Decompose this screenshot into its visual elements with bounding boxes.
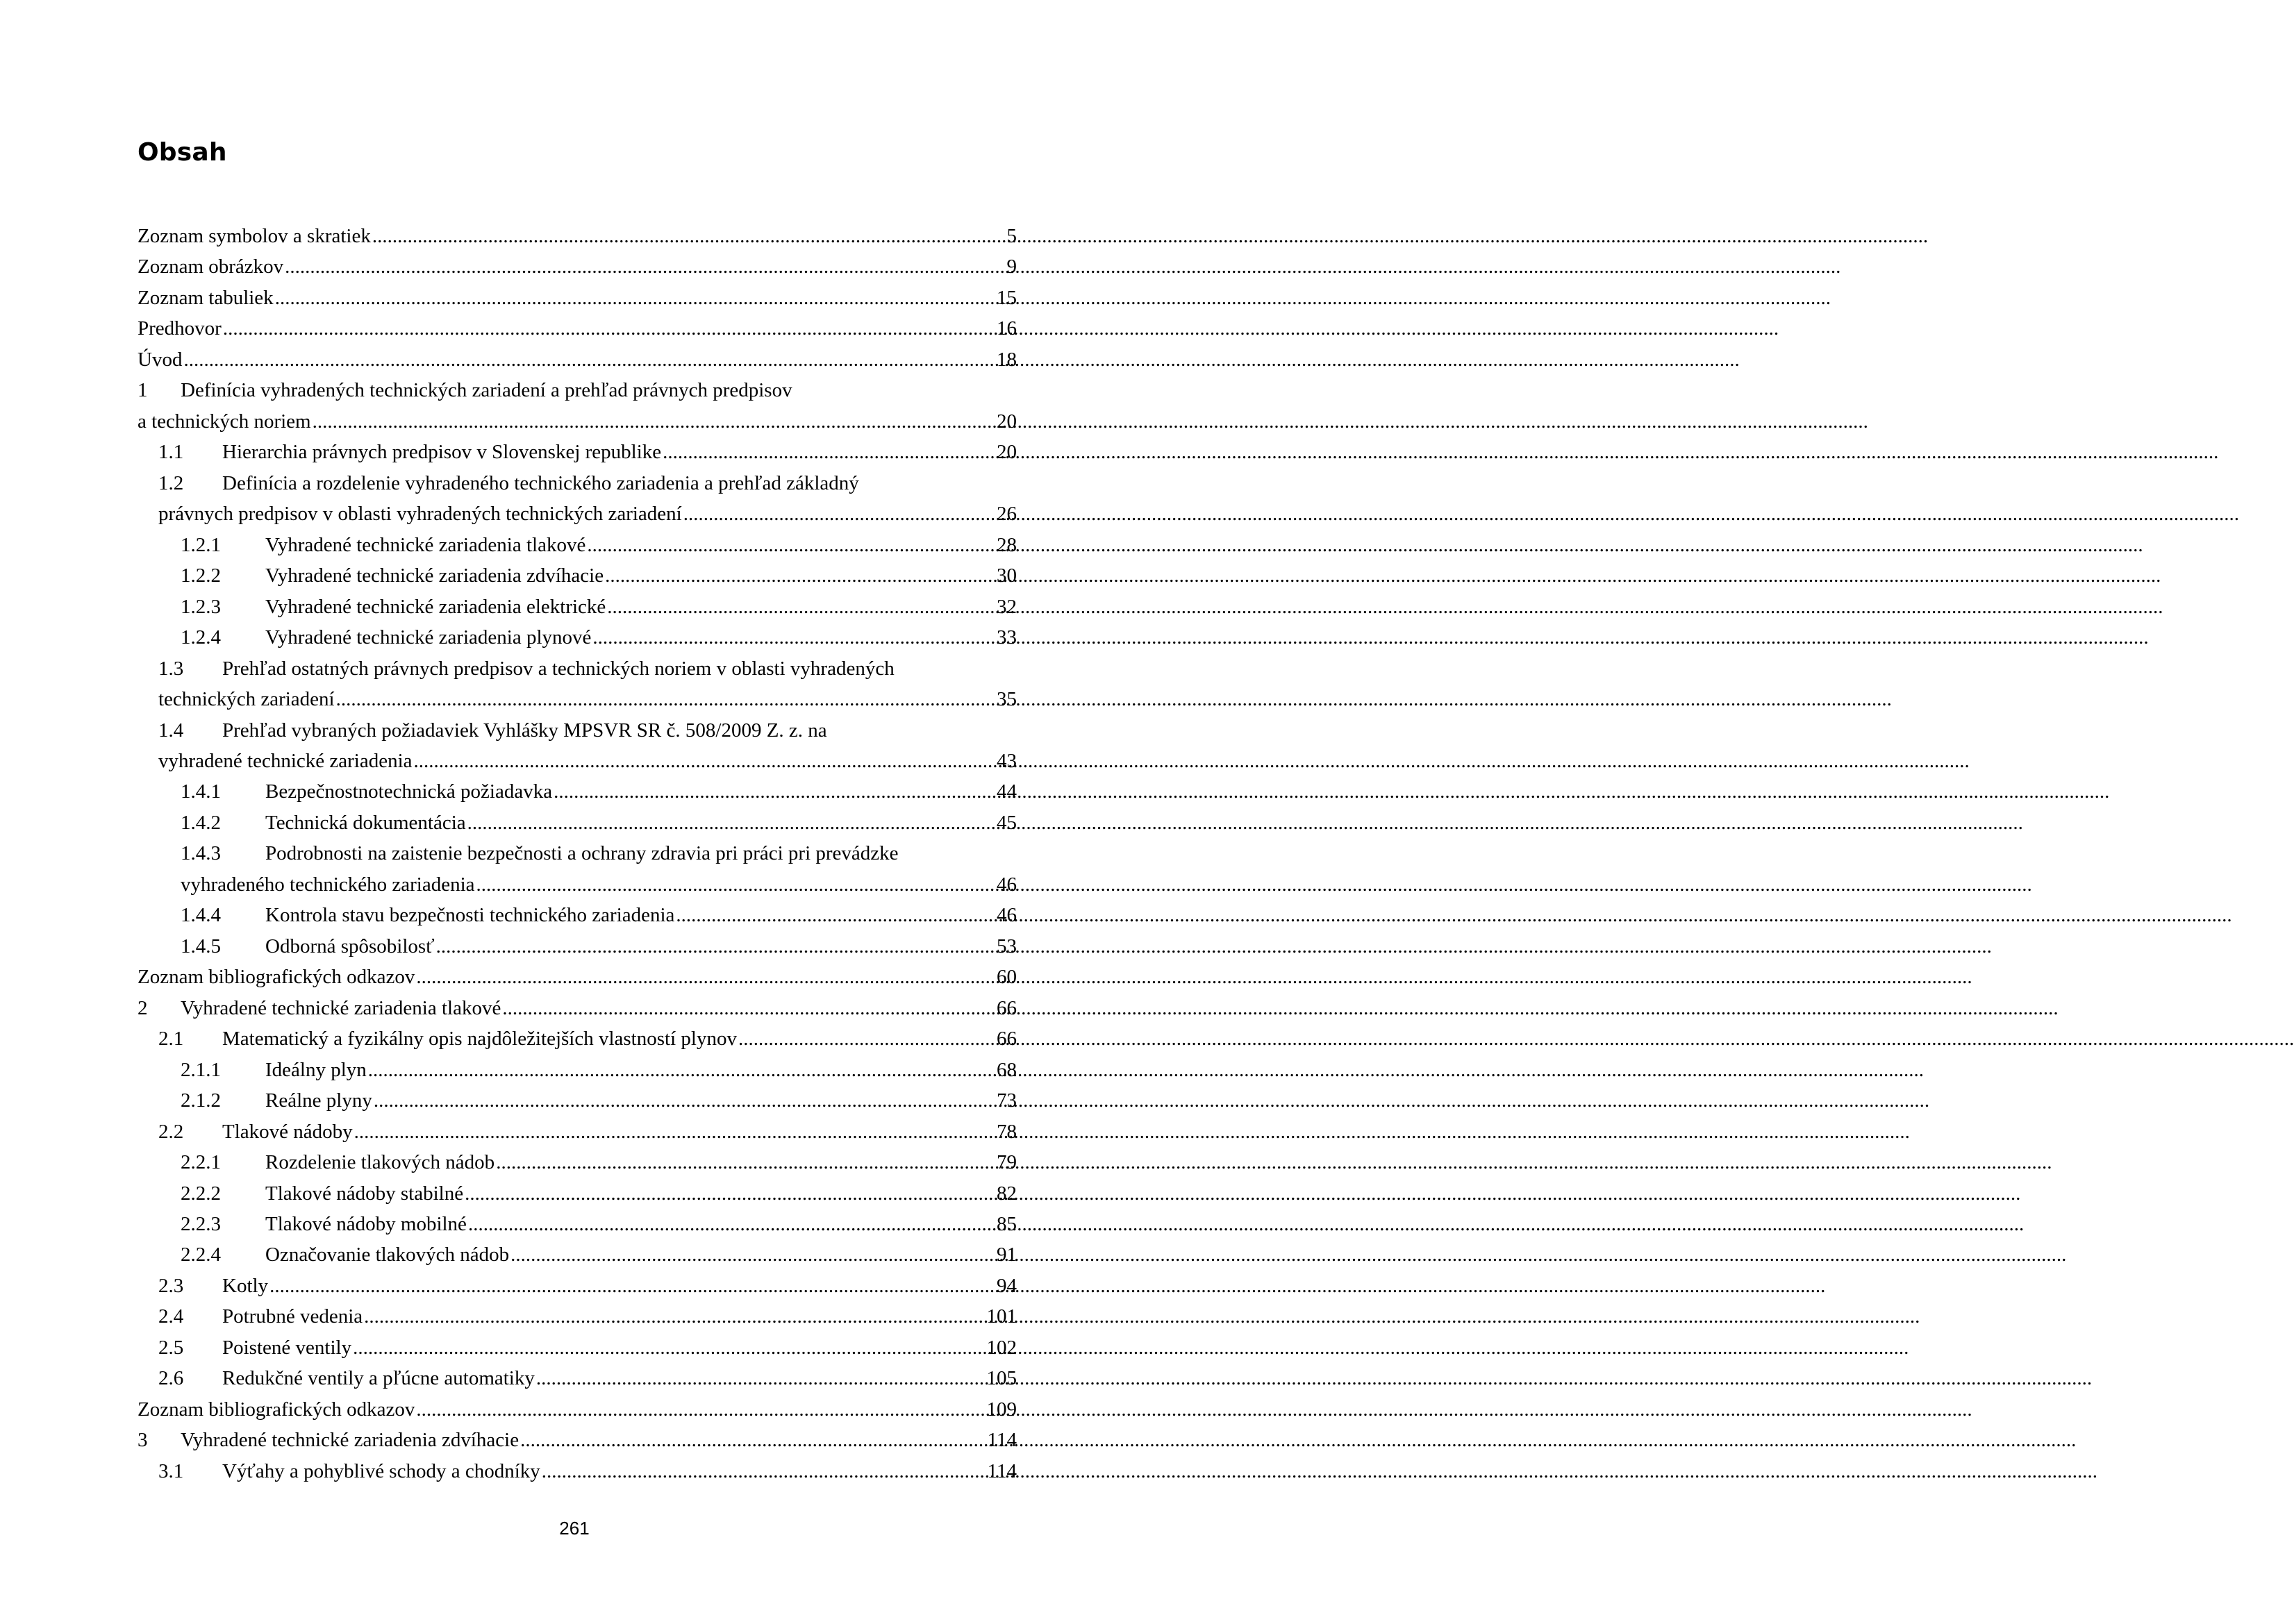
dot-leader bbox=[275, 283, 995, 313]
toc-entry-title: Tlakové nádoby bbox=[222, 1120, 353, 1143]
toc-entry-title: Potrubné vedenia bbox=[222, 1305, 363, 1328]
toc-entry-page: 82 bbox=[997, 1182, 1017, 1205]
dot-leader bbox=[354, 1116, 995, 1147]
dot-leader bbox=[416, 962, 995, 992]
toc-entry-page: 60 bbox=[997, 966, 1017, 989]
toc-entry-line bbox=[158, 1271, 1017, 1301]
toc-entry-line bbox=[138, 962, 1017, 992]
toc-entry[interactable] bbox=[138, 1209, 1017, 1239]
dot-leader bbox=[607, 592, 995, 622]
toc-entry-line bbox=[181, 560, 1017, 591]
toc-entry-page: 30 bbox=[997, 564, 1017, 587]
toc-entry[interactable] bbox=[138, 283, 1017, 313]
toc-entry-number: 2.2.4 bbox=[181, 1244, 221, 1266]
toc-entry-page: 101 bbox=[986, 1305, 1017, 1328]
toc-entry-line bbox=[138, 1425, 1017, 1455]
toc-entry[interactable] bbox=[138, 251, 1017, 282]
toc-entry-title: Vyhradené technické zariadenia plynové bbox=[265, 626, 592, 649]
toc-entry-line bbox=[181, 869, 1017, 900]
toc-entry-page: 45 bbox=[997, 811, 1017, 834]
toc-entry-page: 78 bbox=[997, 1120, 1017, 1143]
toc-entry[interactable] bbox=[138, 1332, 1017, 1363]
dot-leader bbox=[676, 900, 995, 930]
toc-entry-title: Zoznam obrázkov bbox=[138, 256, 284, 278]
toc-entry-title-continued: a technických noriem bbox=[138, 410, 311, 433]
toc-entry-page: 114 bbox=[987, 1429, 1017, 1452]
dot-leader bbox=[683, 499, 995, 529]
dot-leader bbox=[605, 560, 995, 591]
toc-entry-line bbox=[181, 807, 1017, 838]
toc-entry[interactable] bbox=[138, 776, 1017, 807]
toc-entry-title: Úvod bbox=[138, 348, 183, 371]
toc-entry[interactable] bbox=[138, 962, 1017, 992]
toc-entry-page: 26 bbox=[997, 503, 1017, 526]
toc-entry[interactable] bbox=[138, 1023, 1017, 1054]
toc-entry-title-continued: technických zariadení bbox=[158, 688, 335, 711]
dot-leader bbox=[183, 344, 995, 375]
toc-entry-line bbox=[158, 1332, 1017, 1363]
toc-entry-line bbox=[158, 1301, 1017, 1332]
toc-entry-page: 114 bbox=[987, 1459, 1017, 1482]
toc-entry-line bbox=[158, 1363, 1017, 1393]
dot-leader bbox=[353, 1332, 985, 1363]
toc-entry-page: 5 bbox=[1006, 225, 1017, 247]
dot-leader bbox=[269, 1271, 995, 1301]
toc-entry[interactable] bbox=[138, 900, 1017, 930]
toc-entry-number: 1.2.3 bbox=[181, 595, 221, 618]
toc-entry-page: 32 bbox=[997, 595, 1017, 618]
toc-entry-title: Predhovor bbox=[138, 317, 222, 340]
toc-entry-number: 1.4.2 bbox=[181, 811, 221, 834]
toc-entry-line bbox=[138, 283, 1017, 313]
toc-entry-title: Redukčné ventily a pľúcne automatiky bbox=[222, 1367, 535, 1390]
toc-entry-title: Zoznam symbolov a skratiek bbox=[138, 225, 371, 247]
toc-entry-line bbox=[158, 1456, 1017, 1487]
dot-leader bbox=[536, 1363, 986, 1393]
toc-entry-number: 2.1.1 bbox=[181, 1058, 221, 1081]
toc-entry-number: 1.2 bbox=[158, 471, 184, 494]
toc-entry-title: Výťahy a pohyblivé schody a chodníky bbox=[222, 1459, 540, 1482]
toc-entry-number: 2.6 bbox=[158, 1367, 184, 1390]
toc-entry-line bbox=[181, 1055, 1017, 1085]
toc-entry-page: 53 bbox=[997, 935, 1017, 957]
toc-entry-page: 102 bbox=[986, 1336, 1017, 1359]
toc-entry-title: Poistené ventily bbox=[222, 1336, 352, 1359]
toc-entry[interactable] bbox=[138, 1055, 1017, 1085]
toc-entry-page: 46 bbox=[997, 873, 1017, 896]
toc-entry-number: 1.2.1 bbox=[181, 533, 221, 556]
toc-entry-number: 1.2.4 bbox=[181, 626, 221, 649]
toc-entry[interactable] bbox=[138, 1394, 1017, 1425]
toc-entry-line bbox=[138, 375, 1017, 405]
toc-entry-line bbox=[181, 622, 1017, 653]
toc-entry-number: 1.4 bbox=[158, 719, 184, 742]
dot-leader bbox=[542, 1456, 986, 1487]
toc-entry-title-continued: právnych predpisov v oblasti vyhradených technických zariadení bbox=[158, 503, 682, 526]
toc-entry-title: Definícia a rozdelenie vyhradeného technického zariadenia a prehľad základný bbox=[222, 471, 859, 494]
dot-leader bbox=[313, 406, 995, 437]
toc-entry-page: 66 bbox=[997, 1028, 1017, 1050]
page-title: Obsah bbox=[138, 138, 227, 167]
toc-entry-page: 73 bbox=[997, 1089, 1017, 1112]
toc-entry-line bbox=[158, 468, 1017, 499]
toc-entry-title: Bezpečnostnotechnická požiadavka bbox=[265, 780, 553, 803]
toc-entry-line bbox=[138, 344, 1017, 375]
toc-entry-line bbox=[158, 1023, 1017, 1054]
toc-entry[interactable] bbox=[138, 807, 1017, 838]
toc-entry-page: 109 bbox=[986, 1398, 1017, 1421]
toc-entry-number: 1.1 bbox=[158, 441, 184, 464]
toc-entry-page: 20 bbox=[997, 410, 1017, 433]
toc-entry[interactable] bbox=[138, 344, 1017, 375]
dot-leader bbox=[520, 1425, 986, 1455]
toc-entry-line bbox=[158, 437, 1017, 467]
toc-entry-page: 16 bbox=[997, 317, 1017, 340]
toc-entry[interactable] bbox=[138, 313, 1017, 344]
toc-entry[interactable] bbox=[138, 468, 1017, 530]
toc-entry-line bbox=[138, 1394, 1017, 1425]
toc-entry-line bbox=[181, 776, 1017, 807]
toc-entry-title: Odborná spôsobilosť bbox=[265, 935, 435, 957]
dot-leader bbox=[592, 622, 995, 653]
toc-entry[interactable] bbox=[138, 221, 1017, 251]
toc-entry-number: 1.4.1 bbox=[181, 780, 221, 803]
toc-entry-page: 68 bbox=[997, 1058, 1017, 1081]
toc-entry-page: 43 bbox=[997, 749, 1017, 772]
toc-entry[interactable] bbox=[138, 1239, 1017, 1270]
toc-entry-page: 44 bbox=[997, 780, 1017, 803]
toc-entry-page: 35 bbox=[997, 688, 1017, 711]
toc-entry-number: 2.2.2 bbox=[181, 1182, 221, 1205]
toc-entry-number: 2.1 bbox=[158, 1028, 184, 1050]
dot-leader bbox=[465, 1178, 995, 1209]
toc-entry-page: 46 bbox=[997, 904, 1017, 927]
toc-entry[interactable] bbox=[138, 1271, 1017, 1301]
toc-entry-title: Podrobnosti na zaistenie bezpečnosti a ochrany zdravia pri práci pri prevádzke bbox=[265, 842, 899, 865]
toc-entry-page: 18 bbox=[997, 348, 1017, 371]
toc-entry-title: Prehľad ostatných právnych predpisov a technických noriem v oblasti vyhradených bbox=[222, 657, 895, 680]
toc-entry-title: Zoznam bibliografických odkazov bbox=[138, 966, 415, 989]
toc-entry-number: 2.5 bbox=[158, 1336, 184, 1359]
toc-entry-page: 91 bbox=[997, 1244, 1017, 1266]
dot-leader bbox=[368, 1055, 995, 1085]
dot-leader bbox=[496, 1147, 995, 1178]
toc-entry-number: 1.2.2 bbox=[181, 564, 221, 587]
toc-entry-line bbox=[158, 1116, 1017, 1147]
dot-leader bbox=[414, 746, 995, 776]
toc-entry-number: 2.4 bbox=[158, 1305, 184, 1328]
toc-entry-number: 2.2.3 bbox=[181, 1213, 221, 1235]
toc-entry-number: 1.4.5 bbox=[181, 935, 221, 957]
toc-entry[interactable] bbox=[138, 1147, 1017, 1178]
toc-entry[interactable] bbox=[138, 1116, 1017, 1147]
toc-entry-line bbox=[138, 313, 1017, 344]
toc-entry-title: Prehľad vybraných požiadaviek Vyhlášky MPSVR SR č. 508/2009 Z. z. na bbox=[222, 719, 827, 742]
toc-entry-title: Kontrola stavu bezpečnosti technického zariadenia bbox=[265, 904, 675, 927]
toc-entry-line bbox=[181, 1209, 1017, 1239]
toc-entry-line bbox=[158, 684, 1017, 714]
toc-entry[interactable] bbox=[138, 1301, 1017, 1332]
toc-entry[interactable] bbox=[138, 560, 1017, 591]
toc-entry-line bbox=[181, 931, 1017, 962]
toc-entry-number: 2.2 bbox=[158, 1120, 184, 1143]
dot-leader bbox=[663, 437, 995, 467]
toc-entry-line bbox=[138, 251, 1017, 282]
toc-entry-page: 85 bbox=[997, 1213, 1017, 1235]
toc-entry-page: 28 bbox=[997, 533, 1017, 556]
toc-entry-number: 1 bbox=[138, 379, 148, 402]
toc-entry-line bbox=[181, 1085, 1017, 1116]
toc-entry-title: Kotly bbox=[222, 1274, 269, 1297]
toc-entry-line bbox=[181, 1147, 1017, 1178]
toc-entry-line bbox=[181, 1178, 1017, 1209]
toc-entry[interactable] bbox=[138, 1085, 1017, 1116]
toc-entry-number: 3.1 bbox=[158, 1459, 184, 1482]
table-of-contents bbox=[138, 221, 1017, 1487]
toc-entry[interactable] bbox=[138, 622, 1017, 653]
dot-leader bbox=[468, 1209, 995, 1239]
toc-entry-page: 79 bbox=[997, 1151, 1017, 1174]
dot-leader bbox=[502, 993, 995, 1023]
toc-entry-title: Rozdelenie tlakových nádob bbox=[265, 1151, 495, 1174]
toc-entry-line bbox=[181, 1239, 1017, 1270]
toc-entry-title: Tlakové nádoby mobilné bbox=[265, 1213, 467, 1235]
toc-entry[interactable] bbox=[138, 1178, 1017, 1209]
toc-entry-line bbox=[138, 993, 1017, 1023]
dot-leader bbox=[554, 776, 995, 807]
toc-entry-number: 2 bbox=[138, 996, 148, 1019]
toc-entry-title: Hierarchia právnych predpisov v Slovenskej republike bbox=[222, 441, 662, 464]
toc-entry-line bbox=[158, 715, 1017, 746]
toc-entry-title: Definícia vyhradených technických zariadení a prehľad právnych predpisov bbox=[181, 379, 792, 402]
dot-leader bbox=[436, 931, 995, 962]
toc-entry-line bbox=[181, 530, 1017, 560]
toc-entry-title: Vyhradené technické zariadenia tlakové bbox=[265, 533, 586, 556]
toc-entry-title: Reálne plyny bbox=[265, 1089, 372, 1112]
toc-entry-title: Zoznam tabuliek bbox=[138, 286, 274, 309]
toc-entry-title-continued: vyhradeného technického zariadenia bbox=[181, 873, 475, 896]
dot-leader bbox=[364, 1301, 985, 1332]
toc-entry-page: 9 bbox=[1006, 256, 1017, 278]
toc-entry-page: 66 bbox=[997, 996, 1017, 1019]
dot-leader bbox=[223, 313, 995, 344]
toc-entry-page: 94 bbox=[997, 1274, 1017, 1297]
dot-leader bbox=[467, 807, 995, 838]
toc-entry-page: 33 bbox=[997, 626, 1017, 649]
toc-entry[interactable] bbox=[138, 715, 1017, 777]
dot-leader bbox=[738, 1023, 995, 1054]
toc-entry[interactable] bbox=[138, 993, 1017, 1023]
toc-entry-line bbox=[138, 406, 1017, 437]
toc-entry-number: 3 bbox=[138, 1429, 148, 1452]
toc-entry-title-continued: vyhradené technické zariadenia bbox=[158, 749, 413, 772]
toc-entry-number: 1.4.3 bbox=[181, 842, 221, 865]
toc-entry-number: 2.2.1 bbox=[181, 1151, 221, 1174]
dot-leader bbox=[510, 1239, 995, 1270]
toc-entry-line bbox=[181, 900, 1017, 930]
toc-entry[interactable] bbox=[138, 931, 1017, 962]
toc-entry-title: Tlakové nádoby stabilné bbox=[265, 1182, 464, 1205]
toc-entry-title: Označovanie tlakových nádob bbox=[265, 1244, 510, 1266]
dot-leader bbox=[374, 1085, 995, 1116]
toc-entry-number: 2.3 bbox=[158, 1274, 184, 1297]
toc-entry-title: Vyhradené technické zariadenia zdvíhacie bbox=[181, 1429, 520, 1452]
toc-entry[interactable] bbox=[138, 1425, 1017, 1455]
toc-entry[interactable] bbox=[138, 592, 1017, 622]
toc-entry-number: 1.3 bbox=[158, 657, 184, 680]
toc-entry-page: 15 bbox=[997, 286, 1017, 309]
dot-leader bbox=[336, 684, 995, 714]
page-number: 261 bbox=[559, 1518, 590, 1539]
toc-entry-line bbox=[138, 221, 1017, 251]
dot-leader bbox=[372, 221, 1006, 251]
dot-leader bbox=[476, 869, 995, 900]
toc-entry[interactable] bbox=[138, 1363, 1017, 1393]
toc-entry[interactable] bbox=[138, 437, 1017, 467]
toc-entry-line bbox=[158, 746, 1017, 776]
toc-entry-page: 105 bbox=[986, 1367, 1017, 1390]
dot-leader bbox=[416, 1394, 985, 1425]
toc-entry-number: 1.4.4 bbox=[181, 904, 221, 927]
toc-entry-number: 2.1.2 bbox=[181, 1089, 221, 1112]
toc-entry[interactable] bbox=[138, 530, 1017, 560]
toc-entry-title: Vyhradené technické zariadenia zdvíhacie bbox=[265, 564, 604, 587]
toc-entry-title: Vyhradené technické zariadenia tlakové bbox=[181, 996, 501, 1019]
toc-entry-title: Zoznam bibliografických odkazov bbox=[138, 1398, 415, 1421]
toc-entry-title: Vyhradené technické zariadenia elektrické bbox=[265, 595, 606, 618]
toc-entry-line bbox=[181, 838, 1017, 869]
toc-entry[interactable] bbox=[138, 1456, 1017, 1487]
toc-entry[interactable] bbox=[138, 838, 1017, 900]
toc-entry-line bbox=[181, 592, 1017, 622]
toc-entry-line bbox=[158, 653, 1017, 684]
toc-entry[interactable] bbox=[138, 653, 1017, 715]
toc-entry-title: Ideálny plyn bbox=[265, 1058, 367, 1081]
dot-leader bbox=[285, 251, 1005, 282]
toc-entry-title: Matematický a fyzikálny opis najdôležitejších vlastností plynov bbox=[222, 1028, 737, 1050]
dot-leader bbox=[587, 530, 995, 560]
toc-entry-title: Technická dokumentácia bbox=[265, 811, 466, 834]
toc-entry[interactable] bbox=[138, 375, 1017, 437]
toc-entry-page: 20 bbox=[997, 441, 1017, 464]
toc-entry-line bbox=[158, 499, 1017, 529]
